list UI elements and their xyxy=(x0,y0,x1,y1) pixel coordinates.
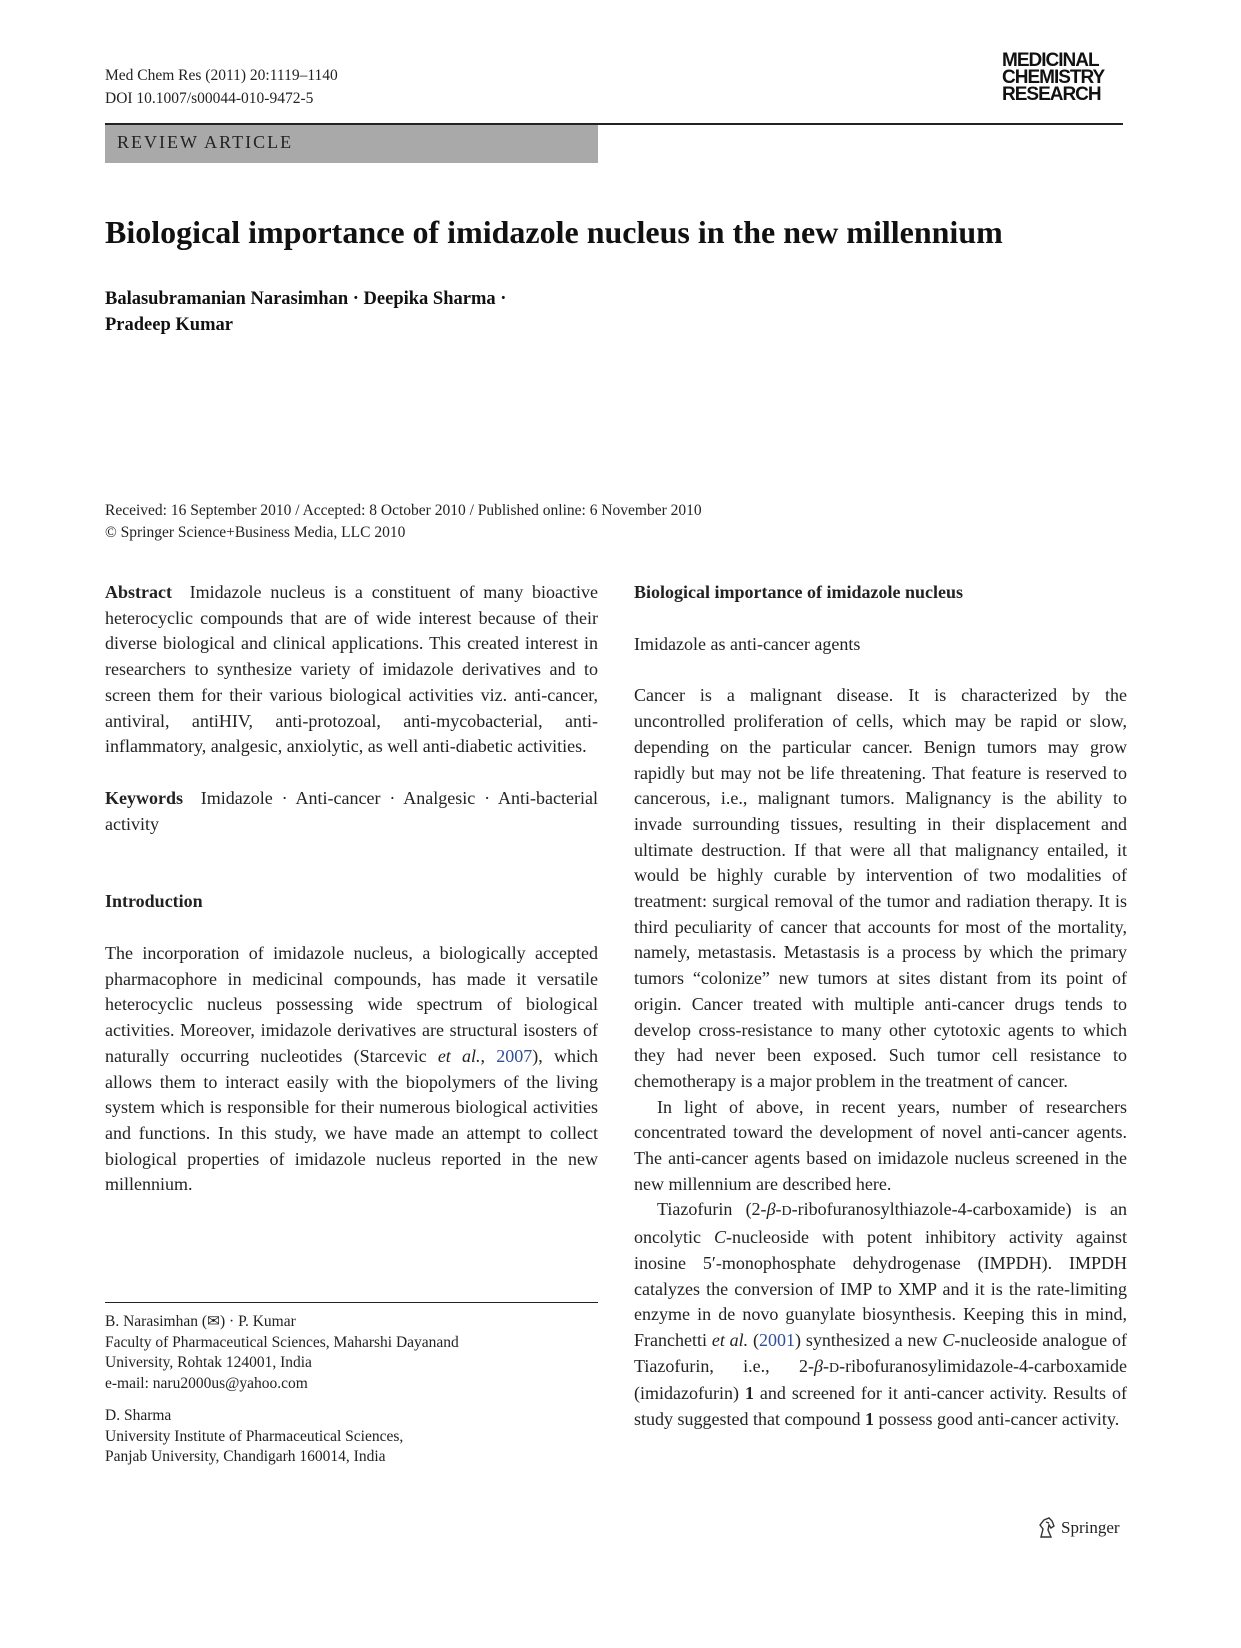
dates-line: Received: 16 September 2010 / Accepted: 8 October 2010 / Published online: 6 November 2010 xyxy=(105,502,702,519)
journal-reference xyxy=(105,64,338,110)
keywords-label: Keywords xyxy=(105,787,183,808)
abstract-label: Abstract xyxy=(105,582,172,602)
left-column xyxy=(105,580,598,1198)
body-paragraph: Cancer is a malignant disease. It is characterized by the uncontrolled proliferation of cells, which may be rapid or slow, depending on the particular cancer. Benign tumors may grow rapidly but may not be life threatening. That feature is reserved to cancerous, i.e., malignant tumors. Malignancy is the ability to invade surrounding tissues, resulting in their displacement and ultimate destruction. If that were all that malignancy entailed, it would be highly curable by intervention of two modalities of treatment: surgical removal of the tumor and radiation therapy. It is third peculiarity of cancer that accounts for most of the mortality, namely, metastasis. Metastasis is a process by which the primary tumors “colonize” new tumors at sites distant from its point of origin. Cancer treated with multiple anti-cancer drugs tends to develop cross-resistance to many other cytotoxic agents to which they had never been exposed. Such tumor cell resistance to chemotherapy is a major problem in the treatment of cancer. xyxy=(634,685,1127,1091)
abstract-text: Imidazole nucleus is a constituent of many bioactive heterocyclic compounds that are of wide interest because of their diverse biological and clinical applications. This created interest in researchers to synthesize variety of imidazole derivatives and to screen them for their various biological activities viz. anti-cancer, antiviral, antiHIV, anti-protozoal, anti-mycobacterial, anti-inflammatory, analgesic, anxiolytic, as well anti-diabetic activities. xyxy=(105,582,599,757)
footnote-email: e-mail: naru2000us@yahoo.com xyxy=(105,1374,308,1392)
footnote-affiliation: Panjab University, Chandigarh 160014, India xyxy=(105,1448,386,1465)
logo-line: MEDICINAL xyxy=(1002,50,1099,71)
logo-line: RESEARCH xyxy=(1002,84,1101,105)
abstract xyxy=(105,580,598,760)
body-paragraph: In light of above, in recent years, number of researchers concentrated toward the development of novel anti-cancer agents. The anti-cancer agents based on imidazole nucleus screened in the new millennium are described here. xyxy=(634,1096,1127,1194)
subsection-heading: Imidazole as anti-cancer agents xyxy=(634,633,861,654)
author-affiliations xyxy=(105,1312,598,1468)
introduction-heading: Introduction xyxy=(105,891,203,912)
logo-line: CHEMISTRY xyxy=(1002,67,1105,88)
body-paragraph: Tiazofurin (2-β-D-ribofuranosylthiazole-4-carboxamide) is an oncolytic C-nucleoside with potent inhibitory activity against inosine 5′-monophosphate dehydrogenase (IMPDH). IMPDH catalyzes the conversion of IMP to XMP and it is the rate-limiting enzyme in de novo guanylate biosynthesis. Keeping this in mind, Franchetti et al. (2001) synthesized a new C-nucleoside analogue of Tiazofurin, i.e., 2-β-D-ribofuranosylimidazole-4-carboxamide (imidazofurin) 1 and screened for it anti-cancer activity. Results of study suggested that compound 1 possess good anti-cancer activity. xyxy=(634,1199,1128,1430)
publisher-name: Springer xyxy=(1061,1518,1120,1537)
keywords-text: Imidazole · Anti-cancer · Analgesic · Anti-bacterial activity xyxy=(105,787,599,834)
introduction-paragraph: The incorporation of imidazole nucleus, a biologically accepted pharmacophore in medicinal compounds, has made it versatile heterocyclic nucleus possessing wide spectrum of biological activities. Moreover, imidazole derivatives are structural isosters of naturally occurring nucleotides (Starcevic et al., 2007), which allows them to interact easily with the biopolymers of the living system which is responsible for their numerous biological activities and functions. In this study, we have made an attempt to collect biological properties of imidazole nucleus reported in the new millennium. xyxy=(105,943,598,1195)
footnote-author: D. Sharma xyxy=(105,1407,172,1424)
footnote-affiliation: Faculty of Pharmaceutical Sciences, Maharshi Dayanand xyxy=(105,1333,459,1351)
copyright-line: © Springer Science+Business Media, LLC 2010 xyxy=(105,524,406,541)
footnote-affiliation: University Institute of Pharmaceutical Sciences, xyxy=(105,1427,404,1445)
article-type-banner: REVIEW ARTICLE xyxy=(105,125,598,163)
citation-link[interactable]: 2007 xyxy=(496,1045,533,1066)
publication-history xyxy=(105,500,1123,544)
footnote-affiliation: University, Rohtak 124001, India xyxy=(105,1354,312,1371)
citation-link[interactable]: 2001 xyxy=(759,1329,796,1350)
right-column xyxy=(634,580,1127,1433)
author-list xyxy=(105,286,665,338)
authors-line: Pradeep Kumar xyxy=(105,315,233,335)
footnote-author: B. Narasimhan (✉) · P. Kumar xyxy=(105,1313,296,1330)
article-title: Biological importance of imidazole nucleus in the new millennium xyxy=(105,214,1003,250)
doi: DOI 10.1007/s00044-010-9472-5 xyxy=(105,90,314,107)
authors-line: Balasubramanian Narasimhan · Deepika Sharma · xyxy=(105,289,507,309)
journal-citation: Med Chem Res (2011) 20:1119–1140 xyxy=(105,67,338,84)
keywords xyxy=(105,786,598,837)
footnote-divider xyxy=(105,1302,598,1303)
journal-logo xyxy=(1002,52,1122,103)
section-heading: Biological importance of imidazole nucleus xyxy=(634,582,963,602)
publisher-mark xyxy=(1037,1517,1120,1539)
springer-horse-icon xyxy=(1037,1517,1057,1539)
